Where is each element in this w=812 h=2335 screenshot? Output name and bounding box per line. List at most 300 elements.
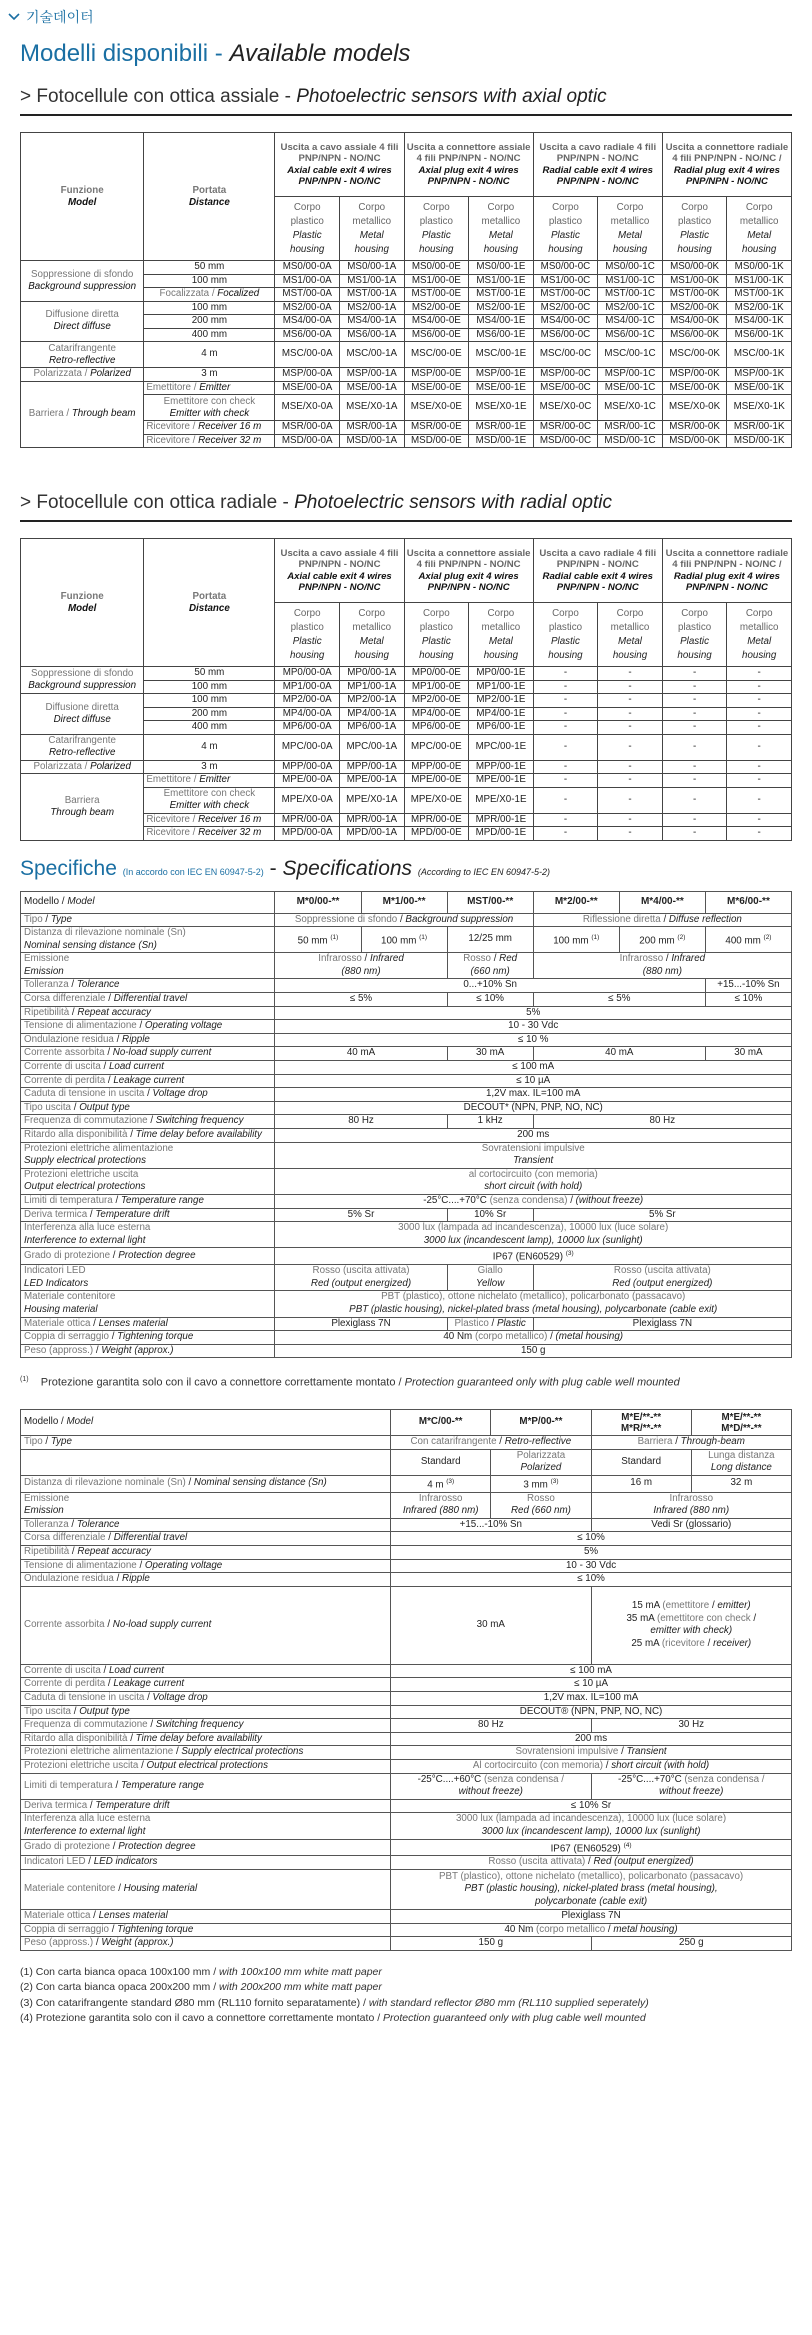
model-code-cell: - — [662, 707, 727, 721]
model-code-cell: MP4/00-0A — [275, 707, 340, 721]
model-code-cell: - — [727, 680, 792, 694]
model-code-cell: MPE/X0-1E — [469, 787, 534, 813]
group-axial-cable: Uscita a cavo assiale 4 fili PNP/NPN - NO/NC Axial cable exit 4 wires PNP/NPN - NO/NC — [275, 539, 404, 603]
model-code-cell: MS0/00-0K — [662, 261, 727, 275]
distance-cell: 100 mm — [144, 680, 275, 694]
model-code-cell: - — [533, 813, 598, 827]
housing-header: Corpo metallico Metal housing — [339, 603, 404, 667]
model-code-cell: MS6/00-0K — [662, 328, 727, 342]
model-code-cell: MSP/00-1A — [339, 368, 404, 382]
model-code-cell: - — [533, 694, 598, 708]
model-code-cell: MSC/00-1A — [339, 342, 404, 368]
model-code-cell: MSE/X0-1A — [339, 395, 404, 421]
model-code-cell: MSR/00-0E — [404, 421, 469, 435]
spec-row: Corrente di uscita / Load current ≤ 100 mA — [21, 1664, 792, 1678]
spec-row: Protezioni elettriche alimentazione / Supply electrical protections Sovratensioni impulsive / Transient — [21, 1746, 792, 1760]
distance-cell: 200 mm — [144, 315, 275, 329]
group-axial-plug: Uscita a connettore assiale 4 fili PNP/NPN - NO/NC Axial plug exit 4 wires PNP/NPN - NO/NC — [404, 133, 533, 197]
model-code-cell: - — [598, 680, 663, 694]
model-code-cell: - — [598, 774, 663, 788]
model-code-cell: MSR/00-0A — [275, 421, 340, 435]
model-code-cell: MS2/00-1A — [339, 301, 404, 315]
model-code-cell: MPC/00-1E — [469, 734, 534, 760]
model-code-cell: MSE/X0-0E — [404, 395, 469, 421]
housing-header: Corpo metallico Metal housing — [469, 603, 534, 667]
model-code-cell: MSE/X0-1C — [598, 395, 663, 421]
distance-cell: 4 m — [144, 734, 275, 760]
spec-row: Frequenza di commutazione / Switching frequency 80 Hz 1 kHz 80 Hz — [21, 1115, 792, 1129]
model-code-cell: MPE/00-0A — [275, 774, 340, 788]
model-code-cell: MS6/00-0C — [533, 328, 598, 342]
spec-row: Tipo uscita / Output type DECOUT® (NPN, PNP, NO, NC) — [21, 1705, 792, 1719]
table-row — [21, 760, 792, 774]
housing-header: Corpo plastico Plastic housing — [275, 603, 340, 667]
function-retro: Catarifrangente Retro-reflective — [21, 734, 144, 760]
tab-label: 기술데이터 — [26, 9, 94, 25]
spec-row: Caduta di tensione in uscita / Voltage drop 1,2V max. IL=100 mA — [21, 1088, 792, 1102]
spec-row: Emissione Emission Infrarosso Infrared (880 nm) Rosso Red (660 nm) Infrarosso Infrared (880 nm) — [21, 1492, 792, 1518]
model-code-cell: MSC/00-0E — [404, 342, 469, 368]
model-code-cell: MSD/00-0E — [404, 434, 469, 448]
model-code-cell: MSR/00-1A — [339, 421, 404, 435]
model-code-cell: MPC/00-0E — [404, 734, 469, 760]
model-code-cell: MP0/00-1E — [469, 667, 534, 681]
table-row — [21, 368, 792, 382]
model-code-cell: MPD/00-0A — [275, 827, 340, 841]
model-code-cell: - — [598, 787, 663, 813]
model-code-cell: MPC/00-1A — [339, 734, 404, 760]
barrier-type: Ricevitore / Receiver 16 m — [144, 421, 275, 435]
model-code-cell: MS4/00-0E — [404, 315, 469, 329]
group-axial-cable: Uscita a cavo assiale 4 fili PNP/NPN - NO/NC Axial cable exit 4 wires PNP/NPN - NO/NC — [275, 133, 404, 197]
model-code-cell: - — [662, 787, 727, 813]
model-code-cell: MP1/00-1E — [469, 680, 534, 694]
function-header: Funzione Model — [21, 539, 144, 667]
model-code-cell: MSP/00-1K — [727, 368, 792, 382]
model-code-cell: - — [662, 721, 727, 735]
model-code-cell: MST/00-1C — [598, 288, 663, 302]
model-code-cell: - — [727, 667, 792, 681]
model-code-cell: MSR/00-0K — [662, 421, 727, 435]
footnote: (4) Protezione garantita solo con il cavo a connettore correttamente montato / Protection guaranteed only with plug cable well mounted — [20, 2012, 646, 2025]
model-code-cell: MPE/00-0E — [404, 774, 469, 788]
spec-row: Distanza di rilevazione nominale (Sn) Nominal sensing distance (Sn) 50 mm $^{(1)}$ 100 mm $^{(1)}$ 12/25 mm 100 mm $^{(1)}$ 200 mm $^{(2)}$ 400 mm $^{(2)}$ — [21, 927, 792, 953]
model-col: M*6/00-** — [705, 891, 791, 913]
spec-row: Corrente di uscita / Load current ≤ 100 mA — [21, 1061, 792, 1075]
model-code-cell: - — [598, 667, 663, 681]
model-code-cell: MS2/00-0C — [533, 301, 598, 315]
spec-row: Tensione di alimentazione / Operating voltage 10 - 30 Vdc — [21, 1020, 792, 1034]
model-code-cell: MS6/00-0A — [275, 328, 340, 342]
model-col: M*2/00-** — [533, 891, 619, 913]
model-code-cell: - — [533, 667, 598, 681]
spec-row: Deriva termica / Temperature drift 5% Sr 10% Sr 5% Sr — [21, 1208, 792, 1222]
model-code-cell: - — [598, 827, 663, 841]
model-code-cell: - — [662, 734, 727, 760]
spec-row: Deriva termica / Temperature drift ≤ 10% Sr — [21, 1799, 792, 1813]
spec-row: Ripetibilità / Repeat accuracy 5% — [21, 1546, 792, 1560]
model-code-cell: MSD/00-0A — [275, 434, 340, 448]
table-row — [21, 381, 792, 395]
model-code-cell: MPP/00-0E — [404, 760, 469, 774]
model-code-cell: MS1/00-0C — [533, 274, 598, 288]
model-code-cell: MS2/00-0A — [275, 301, 340, 315]
model-code-cell: - — [598, 721, 663, 735]
model-code-cell: MSE/X0-0K — [662, 395, 727, 421]
model-code-cell: MS4/00-1C — [598, 315, 663, 329]
model-code-cell: - — [727, 760, 792, 774]
axial-models-table — [20, 132, 792, 448]
model-code-cell: MSE/00-1A — [339, 381, 404, 395]
model-code-cell: MS0/00-1A — [339, 261, 404, 275]
model-code-cell: MP4/00-1E — [469, 707, 534, 721]
model-code-cell: - — [727, 721, 792, 735]
table-row — [21, 261, 792, 275]
footnote: (2) Con carta bianca opaca 200x200 mm / with 200x200 mm white matt paper — [20, 1981, 382, 1994]
model-code-cell: MPP/00-1E — [469, 760, 534, 774]
model-col: MST/00-** — [447, 891, 533, 913]
model-code-cell: MS2/00-0K — [662, 301, 727, 315]
model-code-cell: MPP/00-1A — [339, 760, 404, 774]
distance-cell: 3 m — [144, 760, 275, 774]
model-code-cell: - — [662, 667, 727, 681]
distance-header: Portata Distance — [144, 133, 275, 261]
model-code-cell: MS2/00-1C — [598, 301, 663, 315]
spec-row: Materiale ottica / Lenses material Plexiglass 7N — [21, 1909, 792, 1923]
spec-row: Distanza di rilevazione nominale (Sn) / Nominal sensing distance (Sn) 4 m $^{(3)}$ 3 mm $^{(3)}$ 16 m 32 m — [21, 1475, 792, 1492]
spec-row: Protezioni elettriche uscita Output electrical protections al cortocircuito (con memoria) short circuit (with hold) — [21, 1168, 792, 1194]
model-code-cell: MSE/00-0K — [662, 381, 727, 395]
model-code-cell: MPR/00-0E — [404, 813, 469, 827]
distance-cell: 400 mm — [144, 721, 275, 735]
spec-row: Peso (appross.) / Weight (approx.) 150 g 250 g — [21, 1937, 792, 1951]
spec-row: Corsa differenziale / Differential travel ≤ 10% — [21, 1532, 792, 1546]
function-polarized: Polarizzata / Polarized — [21, 368, 144, 382]
model-code-cell: MSD/00-0C — [533, 434, 598, 448]
model-code-cell: MS4/00-1K — [727, 315, 792, 329]
model-code-cell: - — [598, 760, 663, 774]
model-code-cell: - — [727, 774, 792, 788]
model-code-cell: MSR/00-1E — [469, 421, 534, 435]
radial-group-header-row — [21, 539, 792, 603]
spec-row: Corrente assorbita / No-load supply current 30 mA 15 mA (emettitore / emitter) 35 mA (emettitore con check / emitter with check) 25 mA (ricevitore / receiver) — [21, 1586, 792, 1664]
model-code-cell: MPR/00-1A — [339, 813, 404, 827]
model-code-cell: MPR/00-1E — [469, 813, 534, 827]
spec-row: Corrente assorbita / No-load supply current 40 mA 30 mA 40 mA 30 mA — [21, 1047, 792, 1061]
model-code-cell: MSD/00-1K — [727, 434, 792, 448]
model-code-cell: MS1/00-0A — [275, 274, 340, 288]
housing-header: Corpo plastico Plastic housing — [533, 197, 598, 261]
barrier-type: Ricevitore / Receiver 16 m — [144, 813, 275, 827]
model-code-cell: - — [727, 813, 792, 827]
distance-cell: 400 mm — [144, 328, 275, 342]
model-code-cell: MS1/00-1E — [469, 274, 534, 288]
model-code-cell: MP0/00-1A — [339, 667, 404, 681]
spec-row: Caduta di tensione in uscita / Voltage drop 1,2V max. IL=100 mA — [21, 1692, 792, 1706]
model-code-cell: - — [662, 813, 727, 827]
model-code-cell: MPE/00-1E — [469, 774, 534, 788]
model-code-cell: MSP/00-0K — [662, 368, 727, 382]
model-code-cell: MS0/00-0A — [275, 261, 340, 275]
model-code-cell: - — [533, 787, 598, 813]
model-code-cell: MS4/00-1E — [469, 315, 534, 329]
model-code-cell: MSE/X0-0C — [533, 395, 598, 421]
spec-row: Grado di protezione / Protection degree IP67 (EN60529) $^{(3)}$ — [21, 1248, 792, 1265]
barrier-type: Emettitore / Emitter — [144, 381, 275, 395]
protection-note: $^{(1)}$ Protezione garantita solo con il cavo a connettore correttamente montato / Protection guaranteed only with plug cable well mounted — [20, 1376, 680, 1390]
spec-row: Tipo / Type Con catarifrangente / Retro-reflective Barriera / Through-beam — [21, 1436, 792, 1450]
model-code-cell: MSE/00-1K — [727, 381, 792, 395]
model-code-cell: MSC/00-0A — [275, 342, 340, 368]
table-row — [21, 774, 792, 788]
spec-row: Coppia di serraggio / Tightening torque 40 Nm (corpo metallico) / (metal housing) — [21, 1331, 792, 1345]
spec-table-2 — [20, 1409, 792, 1951]
model-code-cell: MS1/00-0E — [404, 274, 469, 288]
footnotes — [20, 1965, 792, 2027]
model-code-cell: MPD/00-0E — [404, 827, 469, 841]
model-code-cell: MS1/00-1K — [727, 274, 792, 288]
footnote: (1) Con carta bianca opaca 100x100 mm / with 100x100 mm white matt paper — [20, 1965, 382, 1978]
model-code-cell: MPE/X0-0A — [275, 787, 340, 813]
model-code-cell: MS6/00-1K — [727, 328, 792, 342]
model-code-cell: MS2/00-0E — [404, 301, 469, 315]
barrier-type: Emettitore con check Emitter with check — [144, 395, 275, 421]
spec-row: Interferenza alla luce esterna Interference to external light 3000 lux (lampada ad incandescenza), 10000 lux (luce solare) 3000 lux (incandescent lamp), 10000 lux (sunlight) — [21, 1222, 792, 1248]
function-header: Funzione Model — [21, 133, 144, 261]
model-code-cell: - — [533, 707, 598, 721]
model-code-cell: MSC/00-1E — [469, 342, 534, 368]
group-radial-plug: Uscita a connettore radiale 4 fili PNP/NPN - NO/NC / Radial plug exit 4 wires PNP/NPN - NO/NC — [662, 539, 791, 603]
spec-table-1 — [20, 891, 792, 1359]
tech-data-tab[interactable] — [0, 0, 812, 34]
spec-row: Materiale contenitore / Housing material PBT (plastico), ottone nichelato (metallico), policarbonato (passacavo) PBT (plastic housing), nickel-plated brass (metal housing), polycarbonate (cable exit) — [21, 1869, 792, 1909]
model-code-cell: - — [533, 734, 598, 760]
model-code-cell: MST/00-0C — [533, 288, 598, 302]
function-direct-diffuse: Diffusione diretta Direct diffuse — [21, 301, 144, 342]
model-code-cell: MSP/00-0A — [275, 368, 340, 382]
model-code-cell: MS0/00-0C — [533, 261, 598, 275]
model-code-cell: MSD/00-1C — [598, 434, 663, 448]
model-code-cell: MP6/00-0E — [404, 721, 469, 735]
model-col: M*4/00-** — [619, 891, 705, 913]
distance-cell: 50 mm — [144, 667, 275, 681]
barrier-type: Ricevitore / Receiver 32 m — [144, 434, 275, 448]
model-code-cell: MPD/00-1A — [339, 827, 404, 841]
housing-header: Corpo metallico Metal housing — [727, 603, 792, 667]
model-code-cell: MPE/X0-1A — [339, 787, 404, 813]
model-code-cell: MS6/00-1C — [598, 328, 663, 342]
distance-cell: 3 m — [144, 368, 275, 382]
table-row — [21, 734, 792, 760]
spec-row: Standard Polarizzata Polarized Standard Lunga distanza Long distance — [21, 1449, 792, 1475]
spec-row: Grado di protezione / Protection degree IP67 (EN60529) $^{(4)}$ — [21, 1839, 792, 1856]
spec-row: Tipo / Type Soppressione di sfondo / Background suppression Riflessione diretta / Diffuse reflection — [21, 913, 792, 927]
spec-row: Ritardo alla disponibilità / Time delay before availability 200 ms — [21, 1732, 792, 1746]
spec-row: Ondulazione residua / Ripple ≤ 10 % — [21, 1033, 792, 1047]
model-code-cell: MSR/00-1C — [598, 421, 663, 435]
function-barrier: Barriera Through beam — [21, 774, 144, 841]
distance-cell: 200 mm — [144, 707, 275, 721]
model-code-cell: MS0/00-1C — [598, 261, 663, 275]
distance-header: Portata Distance — [144, 539, 275, 667]
housing-header: Corpo metallico Metal housing — [598, 603, 663, 667]
model-code-cell: MSD/00-1A — [339, 434, 404, 448]
page-title: Modelli disponibili - Available models — [20, 40, 411, 67]
model-code-cell: - — [727, 707, 792, 721]
housing-header: Corpo metallico Metal housing — [339, 197, 404, 261]
table-row — [21, 342, 792, 368]
housing-header: Corpo plastico Plastic housing — [404, 603, 469, 667]
radial-section-title: > Fotocellule con ottica radiale - Photoelectric sensors with radial optic — [20, 492, 792, 522]
table-row — [21, 667, 792, 681]
axial-section-title: > Fotocellule con ottica assiale - Photoelectric sensors with axial optic — [20, 86, 792, 116]
model-code-cell: MST/00-0E — [404, 288, 469, 302]
function-barrier: Barriera / Through beam — [21, 381, 144, 448]
spec-model-row: Modello / Model M*0/00-** M*1/00-** MST/00-** M*2/00-** M*4/00-** M*6/00-** — [21, 891, 792, 913]
model-code-cell: MSR/00-1K — [727, 421, 792, 435]
barrier-type: Emettitore / Emitter — [144, 774, 275, 788]
chevron-down-icon — [8, 13, 20, 21]
model-code-cell: MSE/X0-0A — [275, 395, 340, 421]
radial-models-table — [20, 538, 792, 841]
function-bg-suppression: Soppressione di sfondo Background suppression — [21, 261, 144, 302]
model-code-cell: MP2/00-1E — [469, 694, 534, 708]
spec-row: Emissione Emission Infrarosso / Infrared (880 nm) Rosso / Red (660 nm) Infrarosso / Infrared (880 nm) — [21, 953, 792, 979]
spec-row: Materiale ottica / Lenses material Plexiglass 7N Plastico / Plastic Plexiglass 7N — [21, 1317, 792, 1331]
housing-header: Corpo plastico Plastic housing — [275, 197, 340, 261]
spec-row: Ondulazione residua / Ripple ≤ 10% — [21, 1573, 792, 1587]
model-code-cell: MSD/00-0K — [662, 434, 727, 448]
model-code-cell: MS4/00-0A — [275, 315, 340, 329]
model-code-cell: MP1/00-0A — [275, 680, 340, 694]
model-code-cell: MS1/00-1A — [339, 274, 404, 288]
model-code-cell: - — [533, 680, 598, 694]
model-code-cell: - — [662, 774, 727, 788]
model-code-cell: - — [533, 827, 598, 841]
model-code-cell: MS4/00-0C — [533, 315, 598, 329]
model-code-cell: - — [533, 774, 598, 788]
model-code-cell: - — [727, 787, 792, 813]
spec-row: Interferenza alla luce esterna Interference to external light 3000 lux (lampada ad incandescenza), 10000 lux (luce solare) 3000 lux (incandescent lamp), 10000 lux (sunlight) — [21, 1813, 792, 1839]
barrier-type: Emettitore con check Emitter with check — [144, 787, 275, 813]
model-code-cell: - — [727, 734, 792, 760]
model-code-cell: MP6/00-1A — [339, 721, 404, 735]
distance-cell: 50 mm — [144, 261, 275, 275]
model-code-cell: MSE/00-0C — [533, 381, 598, 395]
model-code-cell: MPE/00-1A — [339, 774, 404, 788]
spec-row: Peso (appross.) / Weight (approx.) 150 g — [21, 1344, 792, 1358]
function-polarized: Polarizzata / Polarized — [21, 760, 144, 774]
model-code-cell: MPR/00-0A — [275, 813, 340, 827]
model-code-cell: - — [727, 827, 792, 841]
spec-row: Tolleranza / Tolerance 0...+10% Sn +15...-10% Sn — [21, 979, 792, 993]
model-code-cell: MSE/00-1C — [598, 381, 663, 395]
spec-row: Materiale contenitore Housing material PBT (plastico), ottone nichelato (metallico), policarbonato (passacavo) PBT (plastic housing), nickel-plated brass (metal housing), polycarbonate (cable exit) — [21, 1291, 792, 1317]
model-code-cell: MS2/00-1E — [469, 301, 534, 315]
model-code-cell: MS0/00-0E — [404, 261, 469, 275]
model-code-cell: MST/00-1E — [469, 288, 534, 302]
model-code-cell: MP2/00-0A — [275, 694, 340, 708]
housing-header: Corpo metallico Metal housing — [469, 197, 534, 261]
distance-cell: 4 m — [144, 342, 275, 368]
model-code-cell: - — [598, 813, 663, 827]
function-bg-suppression: Soppressione di sfondo Background suppression — [21, 667, 144, 694]
spec-row: Frequenza di commutazione / Switching frequency 80 Hz 30 Hz — [21, 1719, 792, 1733]
group-radial-plug: Uscita a connettore radiale 4 fili PNP/NPN - NO/NC / Radial plug exit 4 wires PNP/NPN - NO/NC — [662, 133, 791, 197]
model-code-cell: - — [727, 694, 792, 708]
model-code-cell: MS0/00-1E — [469, 261, 534, 275]
model-code-cell: MSP/00-1E — [469, 368, 534, 382]
model-code-cell: MP1/00-0E — [404, 680, 469, 694]
model-code-cell: MS2/00-1K — [727, 301, 792, 315]
distance-cell: 100 mm — [144, 301, 275, 315]
spec-model-row: Modello / Model M*C/00-** M*P/00-** M*E/**-** M*R/**-** M*E/**-** M*D/**-** — [21, 1410, 792, 1436]
model-code-cell: MSC/00-1C — [598, 342, 663, 368]
model-code-cell: MP4/00-1A — [339, 707, 404, 721]
distance-cell: 100 mm — [144, 694, 275, 708]
model-code-cell: - — [662, 694, 727, 708]
model-code-cell: - — [662, 827, 727, 841]
spec-row: Corrente di perdita / Leakage current ≤ 10 µA — [21, 1678, 792, 1692]
model-code-cell: MP0/00-0E — [404, 667, 469, 681]
housing-header: Corpo metallico Metal housing — [598, 197, 663, 261]
spec-row: Protezioni elettriche uscita / Output electrical protections Al cortocircuito (con memoria) / short circuit (with hold) — [21, 1759, 792, 1773]
spec-row: Ritardo alla disponibilità / Time delay before availability 200 ms — [21, 1129, 792, 1143]
group-axial-plug: Uscita a connettore assiale 4 fili PNP/NPN - NO/NC Axial plug exit 4 wires PNP/NPN - NO/NC — [404, 539, 533, 603]
model-code-cell: MSC/00-0K — [662, 342, 727, 368]
model-code-cell: MP6/00-0A — [275, 721, 340, 735]
function-retro: Catarifrangente Retro-reflective — [21, 342, 144, 368]
model-code-cell: - — [598, 734, 663, 760]
spec-row: Indicatori LED LED Indicators Rosso (uscita attivata) Red (output energized) Giallo Yellow Rosso (uscita attivata) Red (output energized) — [21, 1265, 792, 1291]
model-code-cell: MS4/00-0K — [662, 315, 727, 329]
model-code-cell: - — [598, 707, 663, 721]
housing-header: Corpo plastico Plastic housing — [533, 603, 598, 667]
spec-row: Protezioni elettriche alimentazione Supply electrical protections Sovratensioni impulsive Transient — [21, 1142, 792, 1168]
distance-cell: 100 mm — [144, 274, 275, 288]
spec-row: Coppia di serraggio / Tightening torque 40 Nm (corpo metallico / metal housing) — [21, 1923, 792, 1937]
model-code-cell: MP2/00-0E — [404, 694, 469, 708]
model-code-cell: MSE/00-1E — [469, 381, 534, 395]
model-col: M*0/00-** — [275, 891, 361, 913]
model-code-cell: MSC/00-1K — [727, 342, 792, 368]
model-code-cell: MSE/00-0E — [404, 381, 469, 395]
model-code-cell: MSP/00-0C — [533, 368, 598, 382]
housing-header: Corpo plastico Plastic housing — [404, 197, 469, 261]
model-code-cell: MSE/X0-1E — [469, 395, 534, 421]
housing-header: Corpo plastico Plastic housing — [662, 197, 727, 261]
model-code-cell: - — [598, 694, 663, 708]
model-code-cell: MS6/00-0E — [404, 328, 469, 342]
model-code-cell: MS6/00-1E — [469, 328, 534, 342]
model-code-cell: MPC/00-0A — [275, 734, 340, 760]
barrier-type: Ricevitore / Receiver 32 m — [144, 827, 275, 841]
model-code-cell: - — [662, 680, 727, 694]
model-code-cell: MSP/00-0E — [404, 368, 469, 382]
model-code-cell: MST/00-0K — [662, 288, 727, 302]
model-col: M*1/00-** — [361, 891, 447, 913]
group-radial-cable: Uscita a cavo radiale 4 fili PNP/NPN - NO/NC Radial cable exit 4 wires PNP/NPN - NO/NC — [533, 133, 662, 197]
spec-row: Limiti di temperatura / Temperature range -25°C....+60°C (senza condensa / without freeze) -25°C....+70°C (senza condensa / without freeze) — [21, 1773, 792, 1799]
group-radial-cable: Uscita a cavo radiale 4 fili PNP/NPN - NO/NC Radial cable exit 4 wires PNP/NPN - NO/NC — [533, 539, 662, 603]
model-code-cell: MPD/00-1E — [469, 827, 534, 841]
axial-group-header-row — [21, 133, 792, 197]
model-code-cell: MP4/00-0E — [404, 707, 469, 721]
spec-row: Corrente di perdita / Leakage current ≤ 10 µA — [21, 1074, 792, 1088]
spec-row: Ripetibilità / Repeat accuracy 5% — [21, 1006, 792, 1020]
model-code-cell: MSP/00-1C — [598, 368, 663, 382]
model-code-cell: MS1/00-1C — [598, 274, 663, 288]
